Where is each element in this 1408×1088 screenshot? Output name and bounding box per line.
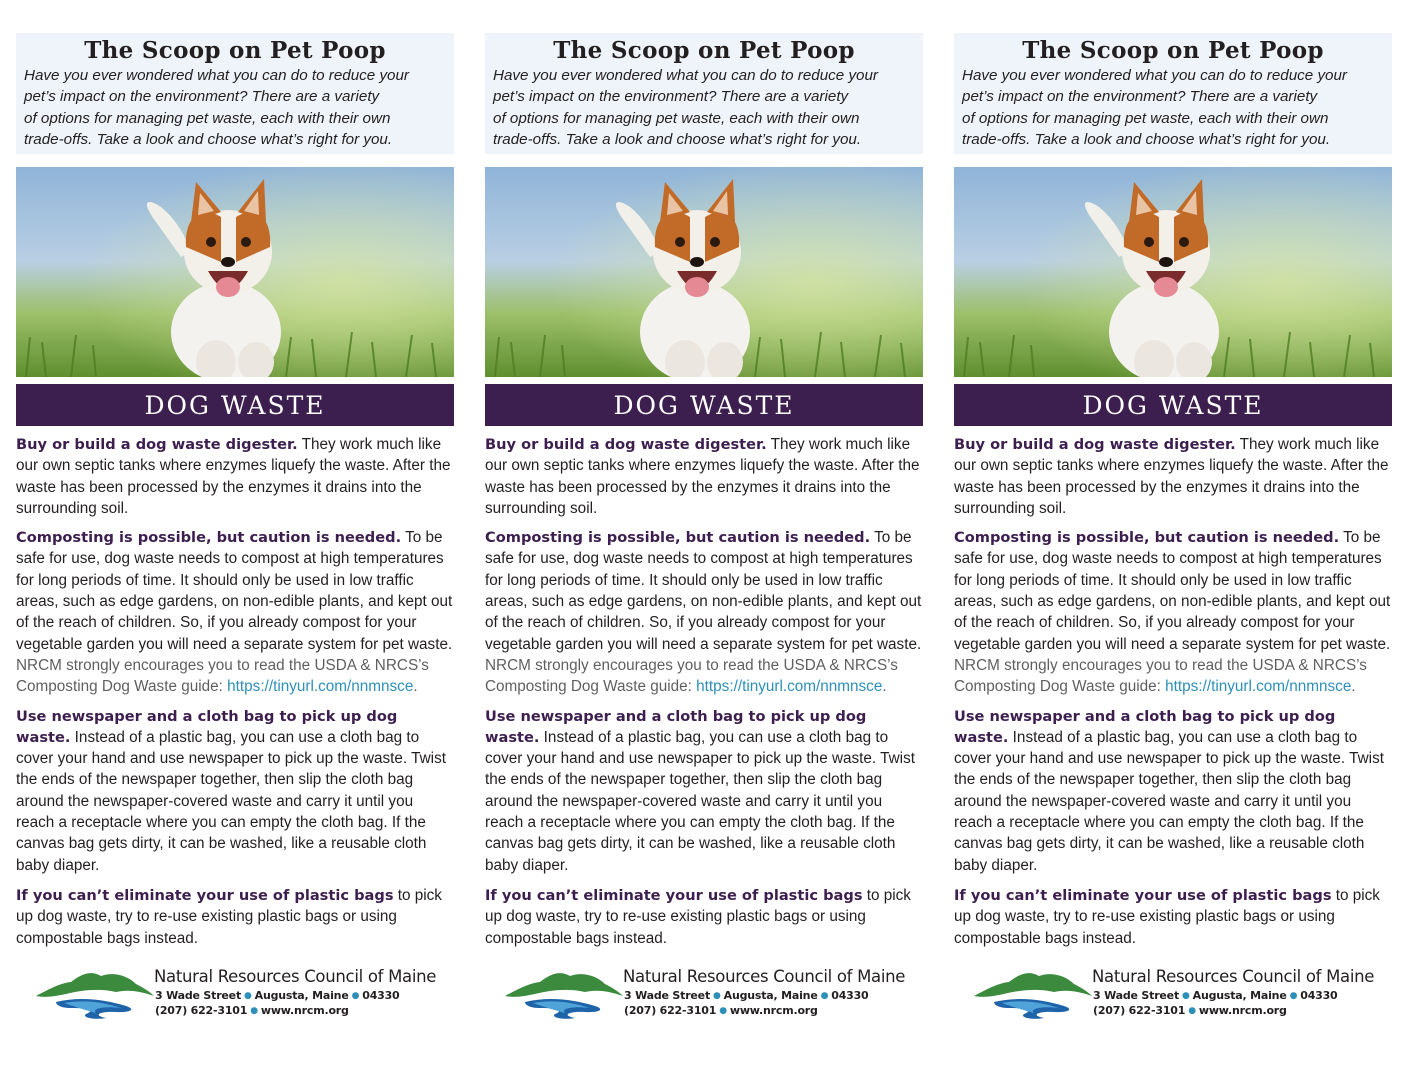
compost-guide-link[interactable]: https://tinyurl.com/nnmnsce (1165, 678, 1352, 696)
compost-paragraph (954, 527, 1392, 697)
intro-line: pet’s impact on the environment? There are a variety (493, 88, 849, 106)
dog-photo (954, 167, 1392, 377)
org-street: 3 Wade Street (624, 989, 710, 1002)
org-footer (954, 966, 1392, 1026)
intro-paragraph (24, 65, 448, 150)
digester-text: They work much like our own septic tanks where enzymes liquefy the waste. After the waste has been processed by the enzymes it drains into the surrounding soil. (16, 436, 451, 517)
compost-note: NRCM strongly encourages you to read the USDA & NRCS’s Composting Dog Waste guide: (485, 656, 898, 696)
plastic-lead: If you can’t eliminate your use of plastic bags (16, 886, 394, 904)
body-text (16, 434, 454, 949)
intro-line: trade-offs. Take a look and choose what’s right for you. (493, 130, 862, 148)
compost-guide-link[interactable]: https://tinyurl.com/nnmnsce (696, 678, 883, 696)
bullet-icon: ● (250, 1006, 258, 1016)
digester-paragraph (954, 434, 1392, 519)
org-zip: 04330 (831, 989, 869, 1002)
intro-line: pet’s impact on the environment? There are a variety (962, 88, 1318, 106)
intro-line: of options for managing pet waste, each with their own (493, 109, 860, 127)
bullet-icon: ● (1182, 991, 1190, 1001)
org-phone: (207) 622-3101 (624, 1004, 717, 1017)
intro-line: trade-offs. Take a look and choose what’s right for you. (24, 130, 393, 148)
bullet-icon: ● (719, 1006, 727, 1016)
newspaper-text: Instead of a plastic bag, you can use a cloth bag to cover your hand and use newspaper to pick up the waste. Twist the ends of the newspaper together, then slip the cloth bag around the newspaper-covered waste and carry it until you reach a receptacle where you can empty the cloth bag. If the canvas bag gets dirty, it can be washed, like a reusable cloth baby diaper. (954, 728, 1384, 874)
digester-lead: Buy or build a dog waste digester. (16, 436, 298, 453)
org-website[interactable]: www.nrcm.org (1198, 1004, 1287, 1017)
flyer-title: The Scoop on Pet Poop (1022, 37, 1324, 64)
plastic-text: to pick up dog waste, try to re-use existing plastic bags or using compostable bags instead. (16, 886, 442, 947)
org-zip: 04330 (362, 989, 400, 1002)
org-city: Augusta, Maine (723, 989, 818, 1002)
org-phone: (207) 622-3101 (1093, 1004, 1186, 1017)
plastic-lead: If you can’t eliminate your use of plastic bags (485, 886, 863, 904)
bullet-icon: ● (351, 991, 360, 1001)
newspaper-paragraph (485, 706, 923, 876)
org-name: Natural Resources Council of Maine (154, 967, 437, 986)
compost-paragraph (485, 527, 923, 697)
flyer-title: The Scoop on Pet Poop (84, 37, 386, 64)
body-text (485, 434, 923, 949)
section-banner: DOG WASTE (485, 384, 923, 426)
org-city: Augusta, Maine (254, 989, 349, 1002)
mountain-river-logo-icon (505, 968, 623, 1020)
plastic-text: to pick up dog waste, try to re-use existing plastic bags or using compostable bags instead. (954, 886, 1380, 947)
intro-line: of options for managing pet waste, each with their own (962, 109, 1329, 127)
compost-paragraph (16, 527, 454, 697)
dog-photo (485, 167, 923, 377)
flyer-card (485, 33, 923, 957)
digester-lead: Buy or build a dog waste digester. (485, 436, 767, 453)
org-street: 3 Wade Street (155, 989, 241, 1002)
newspaper-paragraph (16, 706, 454, 876)
newspaper-paragraph (954, 706, 1392, 876)
intro-line: trade-offs. Take a look and choose what’s right for you. (962, 130, 1331, 148)
org-phone: (207) 622-3101 (155, 1004, 248, 1017)
mountain-river-logo-icon (974, 968, 1092, 1020)
compost-end: . (882, 678, 887, 696)
compost-lead: Composting is possible, but caution is needed. (954, 529, 1340, 547)
flyer-title: The Scoop on Pet Poop (553, 37, 855, 64)
bullet-icon: ● (244, 991, 252, 1001)
newspaper-text: Instead of a plastic bag, you can use a cloth bag to cover your hand and use newspaper to pick up the waste. Twist the ends of the newspaper together, then slip the cloth bag around the newspaper-covered waste and carry it until you reach a receptacle where you can empty the cloth bag. If the canvas bag gets dirty, it can be washed, like a reusable cloth baby diaper. (16, 728, 446, 874)
intro-line: Have you ever wondered what you can do to reduce your (962, 67, 1347, 84)
dog-photo-icon (485, 167, 923, 377)
newspaper-lead: Use newspaper and a cloth bag to pick up dog waste. (954, 707, 1336, 746)
org-zip: 04330 (1300, 989, 1338, 1002)
newspaper-lead: Use newspaper and a cloth bag to pick up dog waste. (485, 707, 867, 746)
bullet-icon: ● (1188, 1006, 1196, 1016)
org-city: Augusta, Maine (1192, 989, 1287, 1002)
plastic-paragraph (954, 885, 1392, 949)
compost-lead: Composting is possible, but caution is needed. (16, 529, 402, 547)
newspaper-text: Instead of a plastic bag, you can use a cloth bag to cover your hand and use newspaper to pick up the waste. Twist the ends of the newspaper together, then slip the cloth bag around the newspaper-covered waste and carry it until you reach a receptacle where you can empty the cloth bag. If the canvas bag gets dirty, it can be washed, like a reusable cloth baby diaper. (485, 728, 915, 874)
intro-line: pet’s impact on the environment? There are a variety (24, 88, 380, 106)
compost-text: To be safe for use, dog waste needs to compost at high temperatures for long periods of time. It should only be used in low traffic areas, such as edge gardens, on non-edible plants, and kept out of the reach of children. So, if you already compost for your vegetable garden you will need a separate system for pet waste. (485, 529, 922, 653)
intro-box (485, 33, 923, 154)
compost-end: . (1351, 678, 1356, 696)
digester-lead: Buy or build a dog waste digester. (954, 436, 1236, 453)
newspaper-lead: Use newspaper and a cloth bag to pick up dog waste. (16, 707, 398, 746)
dog-photo-icon (16, 167, 454, 377)
flyer-card (16, 33, 454, 957)
digester-text: They work much like our own septic tanks where enzymes liquefy the waste. After the waste has been processed by the enzymes it drains into the surrounding soil. (954, 436, 1389, 517)
org-contact (1093, 1004, 1287, 1017)
org-website[interactable]: www.nrcm.org (260, 1004, 349, 1017)
intro-line: of options for managing pet waste, each with their own (24, 109, 391, 127)
dog-photo-icon (954, 167, 1392, 377)
compost-note: NRCM strongly encourages you to read the USDA & NRCS’s Composting Dog Waste guide: (954, 656, 1367, 696)
intro-box (954, 33, 1392, 154)
compost-lead: Composting is possible, but caution is needed. (485, 529, 871, 547)
bullet-icon: ● (820, 991, 829, 1001)
org-footer (485, 966, 923, 1026)
compost-note: NRCM strongly encourages you to read the USDA & NRCS’s Composting Dog Waste guide: (16, 656, 429, 696)
digester-text: They work much like our own septic tanks where enzymes liquefy the waste. After the waste has been processed by the enzymes it drains into the surrounding soil. (485, 436, 920, 517)
org-name: Natural Resources Council of Maine (623, 967, 906, 986)
intro-paragraph (493, 65, 917, 150)
org-address (155, 989, 400, 1002)
compost-end: . (413, 678, 418, 696)
org-address (1093, 989, 1338, 1002)
org-address (624, 989, 869, 1002)
digester-paragraph (485, 434, 923, 519)
section-banner: DOG WASTE (954, 384, 1392, 426)
compost-text: To be safe for use, dog waste needs to compost at high temperatures for long periods of time. It should only be used in low traffic areas, such as edge gardens, on non-edible plants, and kept out of the reach of children. So, if you already compost for your vegetable garden you will need a separate system for pet waste. (16, 529, 453, 653)
intro-paragraph (962, 65, 1386, 150)
bullet-icon: ● (713, 991, 721, 1001)
org-website[interactable]: www.nrcm.org (729, 1004, 818, 1017)
org-contact (155, 1004, 349, 1017)
digester-paragraph (16, 434, 454, 519)
org-name: Natural Resources Council of Maine (1092, 967, 1375, 986)
compost-guide-link[interactable]: https://tinyurl.com/nnmnsce (227, 678, 414, 696)
intro-line: Have you ever wondered what you can do to reduce your (493, 67, 878, 84)
section-banner: DOG WASTE (16, 384, 454, 426)
body-text (954, 434, 1392, 949)
plastic-lead: If you can’t eliminate your use of plastic bags (954, 886, 1332, 904)
plastic-text: to pick up dog waste, try to re-use existing plastic bags or using compostable bags instead. (485, 886, 911, 947)
bullet-icon: ● (1289, 991, 1298, 1001)
compost-text: To be safe for use, dog waste needs to compost at high temperatures for long periods of time. It should only be used in low traffic areas, such as edge gardens, on non-edible plants, and kept out of the reach of children. So, if you already compost for your vegetable garden you will need a separate system for pet waste. (954, 529, 1391, 653)
plastic-paragraph (16, 885, 454, 949)
plastic-paragraph (485, 885, 923, 949)
intro-line: Have you ever wondered what you can do to reduce your (24, 67, 409, 84)
mountain-river-logo-icon (36, 968, 154, 1020)
org-street: 3 Wade Street (1093, 989, 1179, 1002)
intro-box (16, 33, 454, 154)
flyer-card (954, 33, 1392, 957)
org-contact (624, 1004, 818, 1017)
dog-photo (16, 167, 454, 377)
org-footer (16, 966, 454, 1026)
